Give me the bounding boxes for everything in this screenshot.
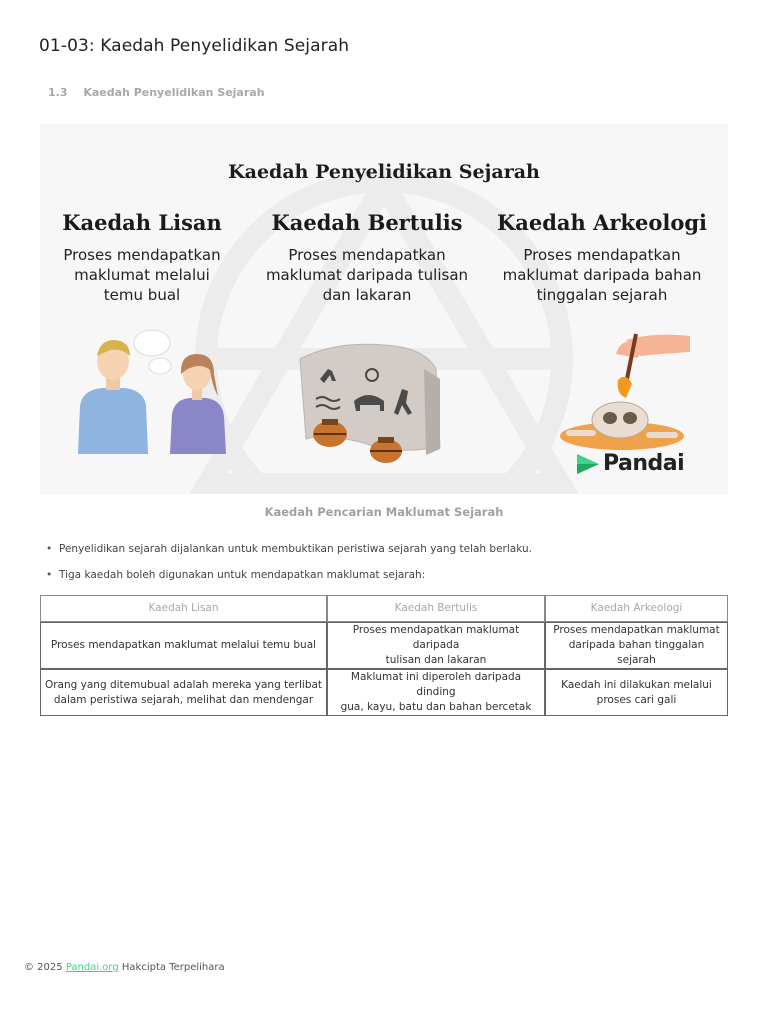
cell-line: dalam peristiwa sejarah, melihat dan mendengar [53, 693, 314, 706]
table-cell [40, 669, 327, 716]
cell-line: Orang yang ditemubual adalah mereka yang terlibat [44, 678, 323, 691]
table-header-cell: Kaedah Arkeologi [545, 595, 728, 622]
cell-line: Proses mendapatkan maklumat melalui temu bual [50, 639, 317, 651]
cell-line: Proses mendapatkan maklumat daripada [352, 624, 520, 651]
column-description [40, 245, 257, 305]
cell-line: proses cari gali [596, 693, 677, 706]
section-title: Kaedah Penyelidikan Sejarah [83, 86, 265, 99]
bullet-item: • Penyelidikan sejarah dijalankan untuk membuktikan peristiwa sejarah yang telah berlaku. [46, 543, 532, 569]
section-number: 1.3 [48, 86, 68, 99]
footer [24, 962, 225, 973]
table-header-row [40, 595, 728, 622]
column-heading: Kaedah Arkeologi [496, 210, 707, 235]
section-heading [48, 86, 265, 99]
table-cell [327, 669, 545, 716]
infographic-figure [40, 124, 728, 494]
desc-line: Proses mendapatkan [63, 246, 221, 264]
cell-line: daripada bahan tinggalan sejarah [568, 639, 705, 666]
fossil-dig-icon [554, 332, 692, 450]
page-title: 01-03: Kaedah Penyelidikan Sejarah [39, 36, 350, 56]
column-description [487, 245, 717, 305]
table-cell [545, 669, 728, 716]
pandai-logo [575, 451, 684, 476]
cell-line: tulisan dan lakaran [385, 654, 487, 666]
footer-link[interactable]: Pandai.org [65, 962, 119, 973]
bullet-list [46, 543, 532, 595]
cell-line: Maklumat ini diperoleh daripada dinding [350, 671, 522, 698]
figure-caption: Kaedah Pencarian Maklumat Sejarah [264, 505, 504, 519]
desc-line: dan lakaran [322, 286, 412, 304]
column-heading: Kaedah Lisan [62, 210, 222, 235]
cave-painting-icon [294, 339, 446, 465]
table-header-cell: Kaedah Lisan [40, 595, 327, 622]
desc-line: maklumat daripada bahan [502, 266, 702, 284]
logo-text: Pandai [603, 451, 685, 476]
pandai-logo-icon [575, 452, 601, 476]
table-header-cell: Kaedah Bertulis [327, 595, 545, 622]
table-row [40, 669, 728, 716]
bullet-item: • Tiga kaedah boleh digunakan untuk mendapatkan maklumat sejarah: [46, 569, 532, 595]
desc-line: maklumat melalui [74, 266, 210, 284]
column-bertulis [252, 210, 482, 305]
desc-line: Proses mendapatkan [288, 246, 446, 264]
column-arkeologi [487, 210, 717, 305]
desc-line: temu bual [103, 286, 181, 304]
table-cell [545, 622, 728, 669]
column-heading: Kaedah Bertulis [271, 210, 463, 235]
desc-line: tinggalan sejarah [536, 286, 668, 304]
desc-line: Proses mendapatkan [523, 246, 681, 264]
methods-table [40, 595, 728, 716]
cell-line: Proses mendapatkan maklumat [553, 624, 720, 636]
figure-title: Kaedah Penyelidikan Sejarah [228, 161, 540, 183]
column-description [252, 245, 482, 305]
footer-rights: Hakcipta Terpelihara [121, 962, 225, 973]
desc-line: maklumat daripada tulisan [265, 266, 469, 284]
column-lisan [40, 210, 257, 305]
table-cell [40, 622, 327, 669]
interview-people-icon [72, 326, 242, 458]
cell-line: gua, kayu, batu dan bahan bercetak [340, 701, 532, 713]
footer-copyright: © 2025 [24, 962, 63, 973]
table-cell [327, 622, 545, 669]
table-row [40, 622, 728, 669]
cell-line: Kaedah ini dilakukan melalui [561, 678, 712, 691]
